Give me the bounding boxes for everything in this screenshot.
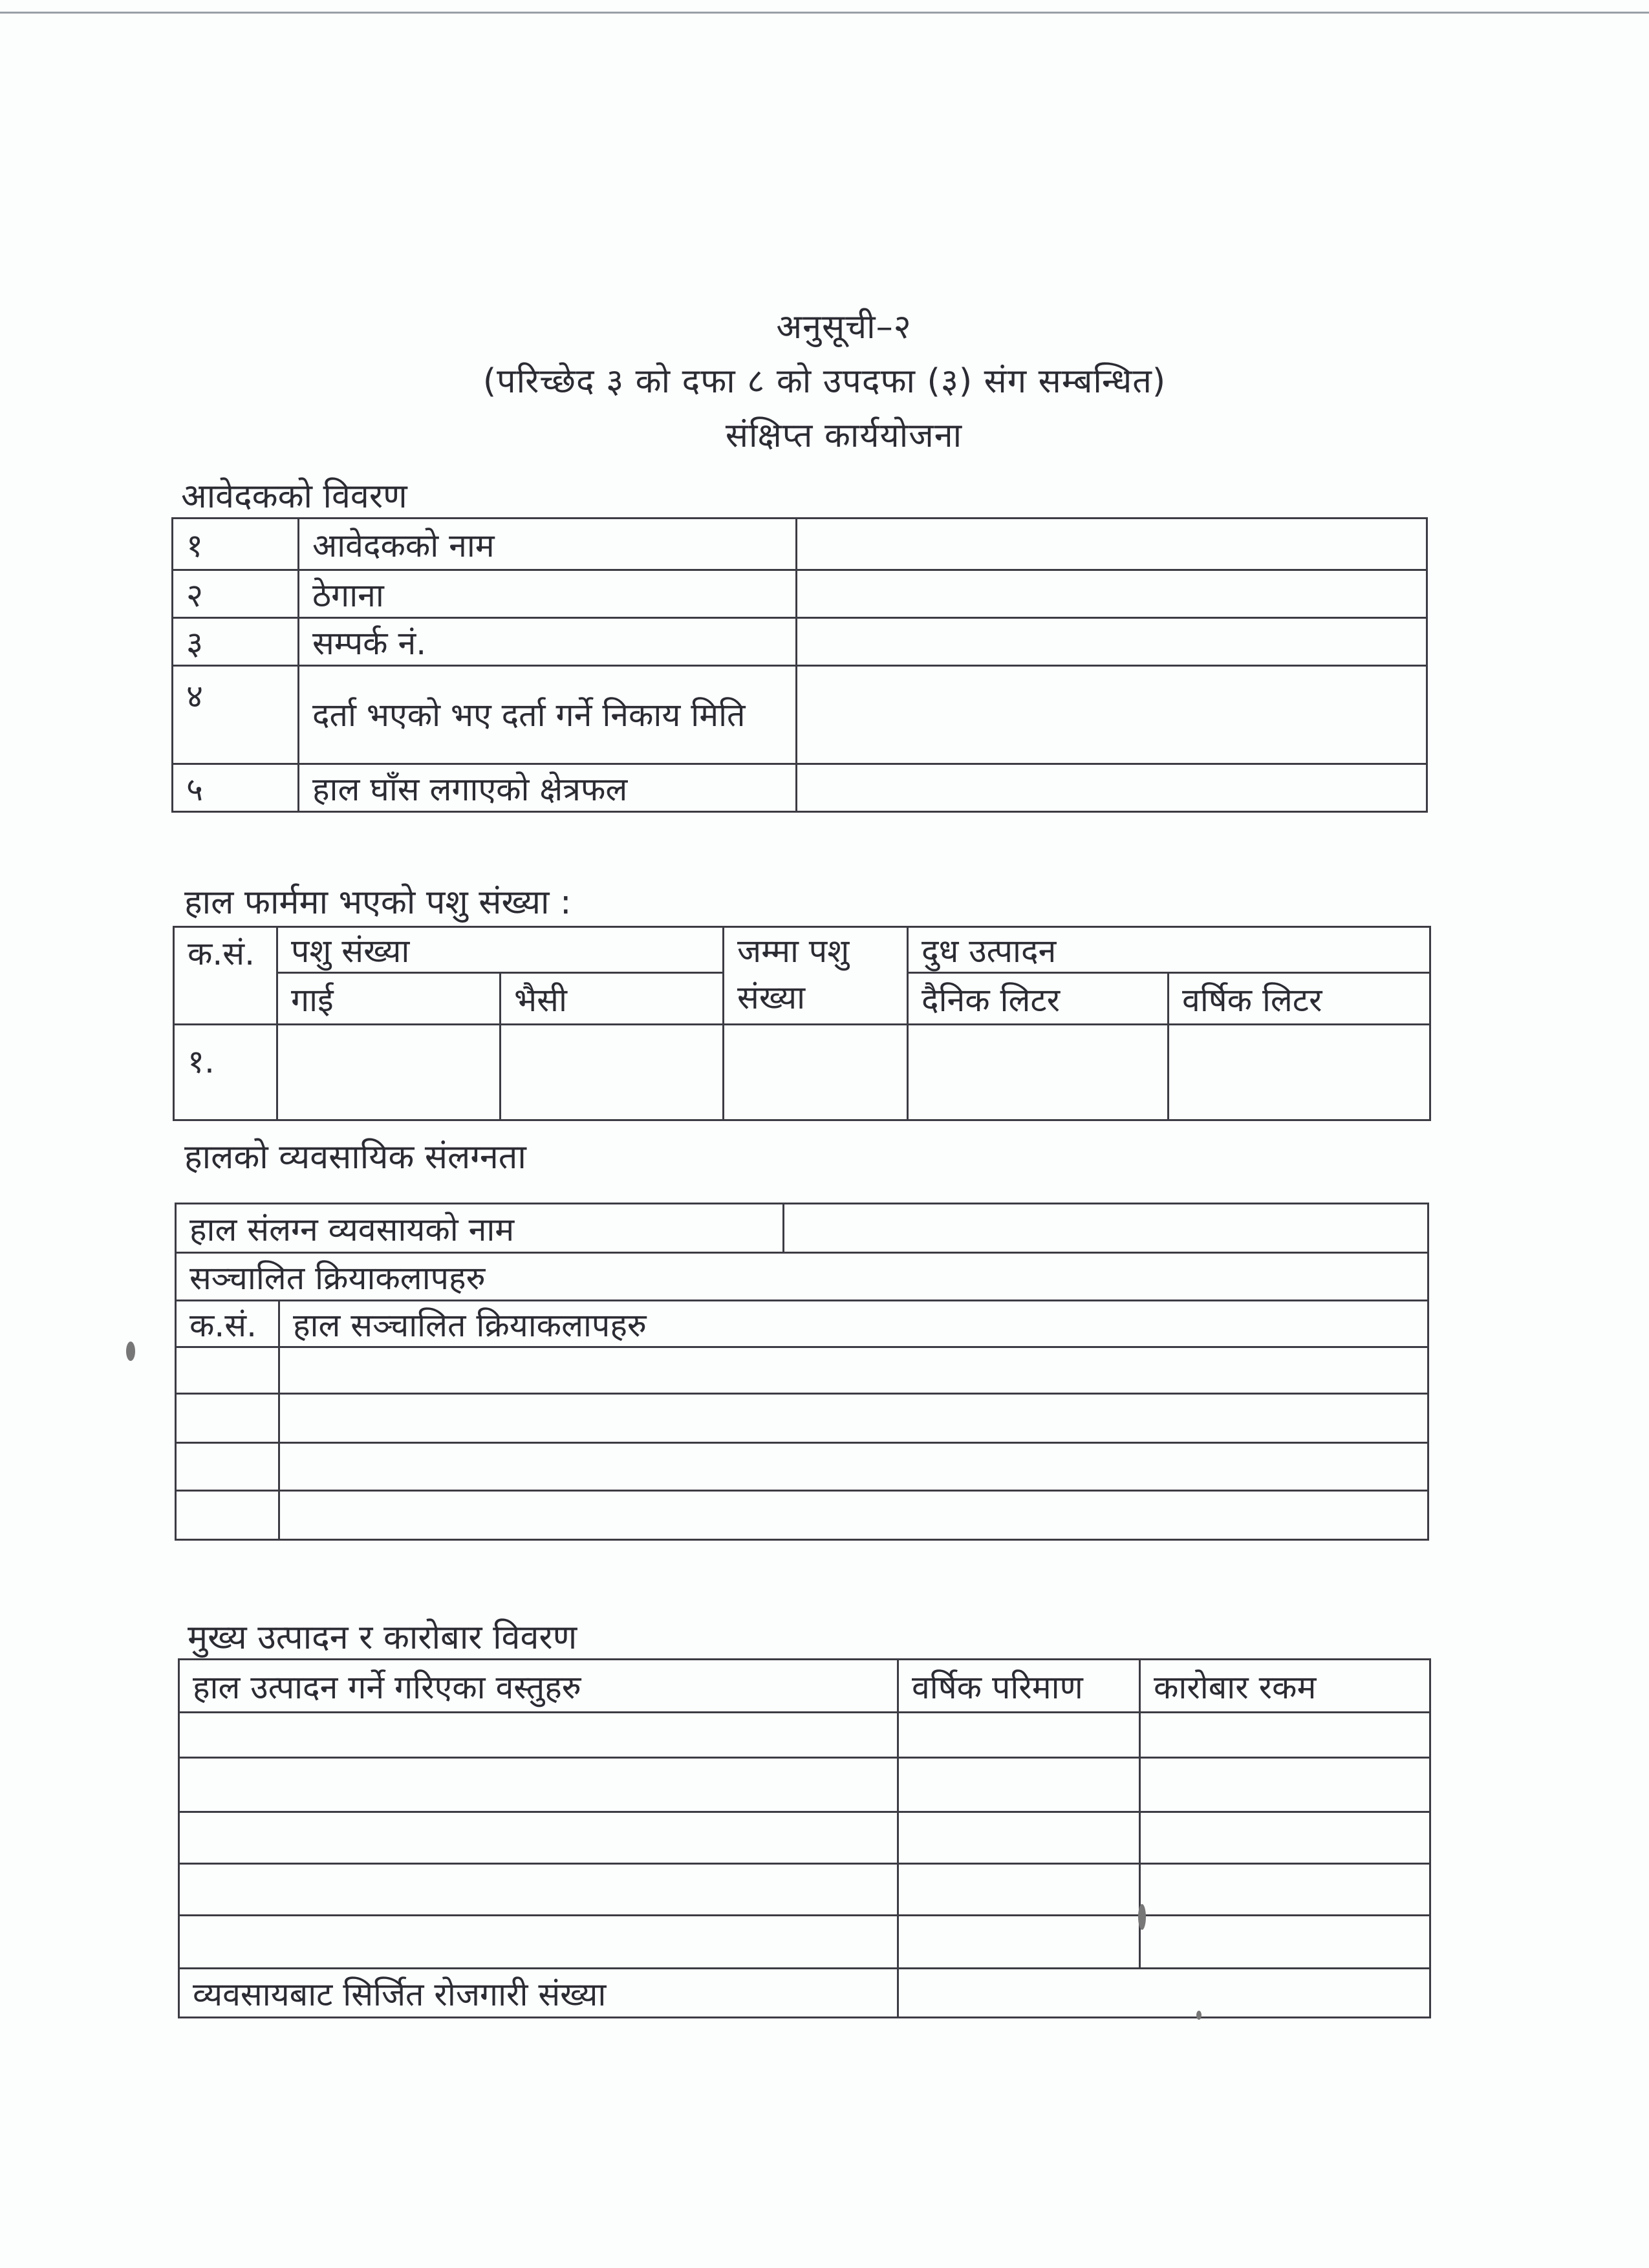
applicant-name-field[interactable]: [797, 519, 1427, 570]
amount-cell[interactable]: [1140, 1916, 1430, 1969]
contact-number-field[interactable]: [797, 618, 1427, 666]
production-table: [178, 1658, 1431, 2018]
table-row: [179, 1864, 1430, 1916]
col-products: हाल उत्पादन गर्ने गरिएका वस्तुहरु: [179, 1660, 898, 1713]
col-total-animals: जम्मा पशु संख्या: [724, 927, 908, 1025]
quantity-cell[interactable]: [898, 1916, 1140, 1969]
buffalo-count-field[interactable]: [501, 1025, 724, 1120]
activity-cell[interactable]: [279, 1347, 1428, 1394]
total-animals-field[interactable]: [724, 1025, 908, 1120]
registration-field[interactable]: [797, 666, 1427, 764]
row-label: दर्ता भएको भए दर्ता गर्ने निकाय मिति: [299, 666, 797, 764]
product-cell[interactable]: [179, 1916, 898, 1969]
row-label: सम्पर्क नं.: [299, 618, 797, 666]
col-milk-production: दुध उत्पादन: [908, 927, 1430, 973]
table-row: [176, 1347, 1428, 1394]
product-cell[interactable]: [179, 1864, 898, 1916]
applicant-table: [171, 517, 1428, 813]
cow-count-field[interactable]: [277, 1025, 501, 1120]
row-label: हाल घाँस लगाएको क्षेत्रफल: [299, 764, 797, 812]
table-row: [173, 618, 1427, 666]
employment-field[interactable]: [898, 1969, 1430, 2018]
address-field[interactable]: [797, 570, 1427, 618]
table-row: [176, 1443, 1428, 1491]
product-cell[interactable]: [179, 1713, 898, 1758]
table-row: [176, 1253, 1428, 1301]
col-transaction-amount: कारोबार रकम: [1140, 1660, 1430, 1713]
employment-label: व्यवसायबाट सिर्जित रोजगारी संख्या: [179, 1969, 898, 2018]
col-buffalo: भैसी: [501, 973, 724, 1025]
product-cell[interactable]: [179, 1812, 898, 1864]
row-number: १: [173, 519, 299, 570]
serial-cell[interactable]: [176, 1491, 279, 1540]
table-row: [176, 1394, 1428, 1443]
serial-cell[interactable]: [176, 1394, 279, 1443]
page-title: संक्षिप्त कार्ययोजना: [725, 416, 963, 455]
grass-area-field[interactable]: [797, 764, 1427, 812]
activities-label: सञ्चालित क्रियाकलापहरु: [176, 1253, 1428, 1301]
table-row: [173, 764, 1427, 812]
quantity-cell[interactable]: [898, 1758, 1140, 1812]
table-row: [179, 1713, 1430, 1758]
table-row: [179, 1660, 1430, 1713]
production-heading: मुख्य उत्पादन र कारोबार विवरण: [188, 1618, 577, 1657]
table-row: [179, 1969, 1430, 2018]
table-row: [176, 1204, 1428, 1253]
table-row: [176, 1301, 1428, 1347]
daily-liters-field[interactable]: [908, 1025, 1169, 1120]
scan-edge-line: [0, 12, 1649, 14]
table-row: [174, 1025, 1430, 1120]
section-reference: (परिच्छेद ३ को दफा ८ को उपदफा (३) संग सम्बन्धित): [482, 362, 1167, 401]
table-row: [176, 1491, 1428, 1540]
quantity-cell[interactable]: [898, 1713, 1140, 1758]
table-row: [173, 570, 1427, 618]
livestock-table: [173, 926, 1431, 1121]
row-label: आवेदकको नाम: [299, 519, 797, 570]
schedule-number: अनुसूची–२: [776, 308, 912, 347]
amount-cell[interactable]: [1140, 1758, 1430, 1812]
table-row: [173, 519, 1427, 570]
col-daily-liters: दैनिक लिटर: [908, 973, 1169, 1025]
row-number: ५: [173, 764, 299, 812]
row-number: ३: [173, 618, 299, 666]
yearly-liters-field[interactable]: [1169, 1025, 1430, 1120]
col-serial: क.सं.: [174, 927, 277, 1025]
row-number: ४: [173, 666, 299, 764]
scan-speck: [1138, 1904, 1146, 1930]
scan-speck: [126, 1342, 135, 1361]
amount-cell[interactable]: [1140, 1713, 1430, 1758]
scan-speck: [1196, 2011, 1202, 2020]
col-serial: क.सं.: [176, 1301, 279, 1347]
serial-cell[interactable]: [176, 1443, 279, 1491]
table-row: [179, 1758, 1430, 1812]
row-label: ठेगाना: [299, 570, 797, 618]
table-row: [174, 927, 1430, 973]
activity-cell[interactable]: [279, 1491, 1428, 1540]
quantity-cell[interactable]: [898, 1864, 1140, 1916]
business-table: [175, 1203, 1429, 1541]
col-yearly-liters: वर्षिक लिटर: [1169, 973, 1430, 1025]
amount-cell[interactable]: [1140, 1812, 1430, 1864]
col-animal-count: पशु संख्या: [277, 927, 724, 973]
activity-cell[interactable]: [279, 1443, 1428, 1491]
amount-cell[interactable]: [1140, 1864, 1430, 1916]
table-row: [179, 1916, 1430, 1969]
col-cow: गाई: [277, 973, 501, 1025]
quantity-cell[interactable]: [898, 1812, 1140, 1864]
business-name-label: हाल संलग्न व्यवसायको नाम: [176, 1204, 784, 1253]
applicant-heading: आवेदकको विवरण: [181, 477, 407, 516]
activity-cell[interactable]: [279, 1394, 1428, 1443]
col-yearly-quantity: वर्षिक परिमाण: [898, 1660, 1140, 1713]
product-cell[interactable]: [179, 1758, 898, 1812]
business-heading: हालको व्यवसायिक संलग्नता: [184, 1138, 526, 1177]
table-row: [173, 666, 1427, 764]
row-number: २: [173, 570, 299, 618]
serial-cell[interactable]: [176, 1347, 279, 1394]
row-number: १.: [174, 1025, 277, 1120]
business-name-field[interactable]: [784, 1204, 1428, 1253]
livestock-heading: हाल फार्ममा भएको पशु संख्या :: [184, 883, 572, 922]
table-row: [179, 1812, 1430, 1864]
col-current-activities: हाल सञ्चालित क्रियाकलापहरु: [279, 1301, 1428, 1347]
